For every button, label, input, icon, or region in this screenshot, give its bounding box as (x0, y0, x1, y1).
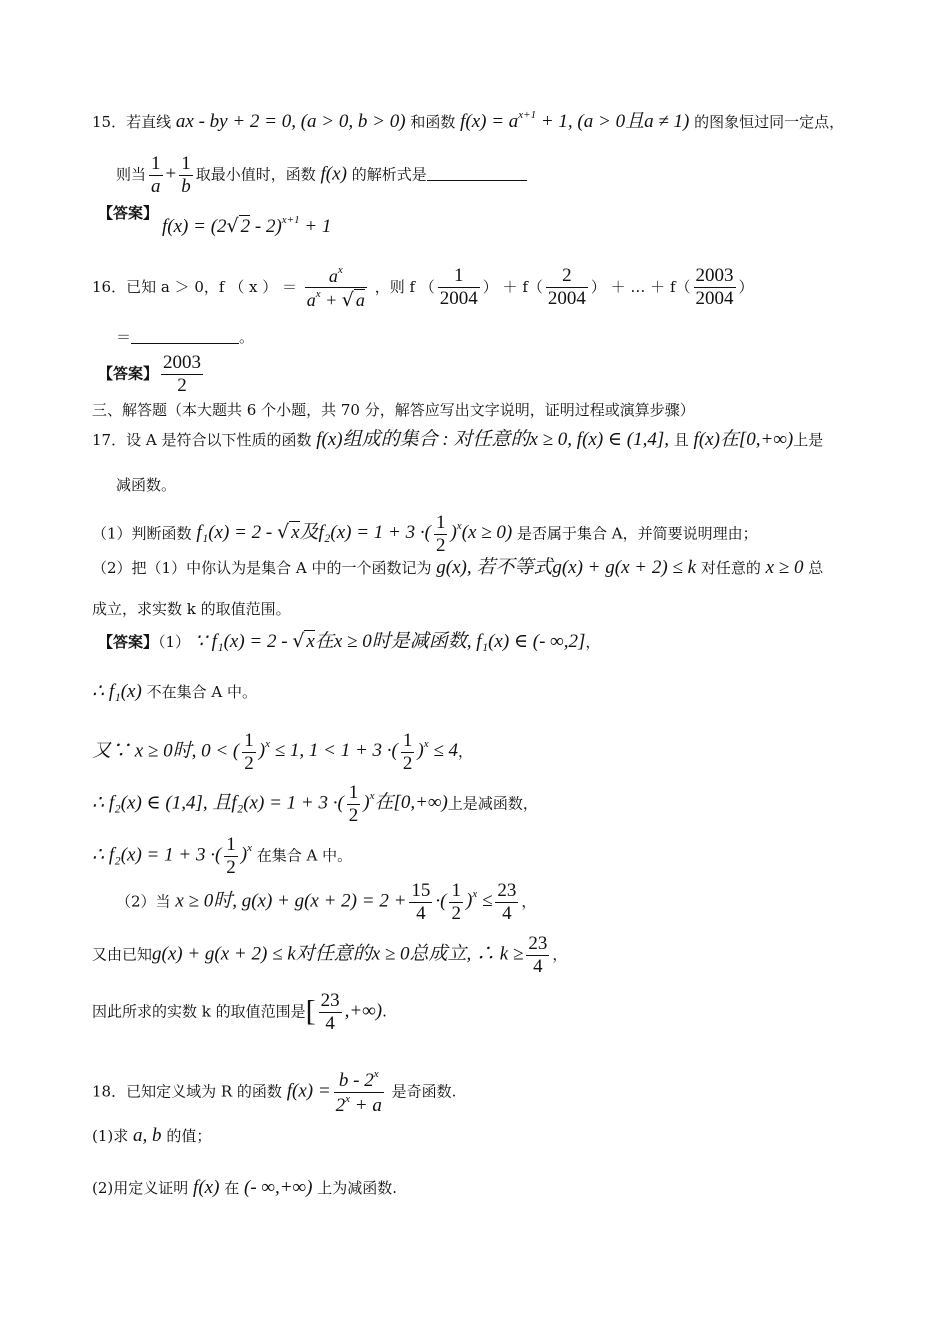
q17-line1: 17．设 A 是符合以下性质的函数 f(x)组成的集合 : 对任意的x ≥ 0, f(x) ∈ (1,4], 且 f(x)在[0,+∞)上是 (92, 429, 824, 450)
function-equation: $f(x) = a^{x+1} + 1$, (a > 0且a ≠ 1) (460, 109, 690, 132)
q17-part2: （2）把（1）中你认为是集合 A 中的一个函数记为 g(x), 若不等式g(x) + g(x + 2) ≤ k 对任意的 x ≥ 0 总 (92, 557, 824, 578)
q18-line1: 18．已知定义域为 R 的函数 f(x) = $\frac{b - 2^x}{2^x + a}$ 是奇函数. (92, 1068, 457, 1116)
answer-blank (427, 164, 527, 181)
answer-label: 【答案】 (98, 204, 159, 222)
fraction-1-over-b: $\frac{1}{b}$ (181, 153, 191, 197)
answer-blank (131, 327, 239, 344)
q17-answer-6: （2）当 x ≥ 0时, g(x) + g(x + 2) = 2 + $\frac{15}{4}$ ·( $\frac{1}{2}$ )$^x$ ≤ $\frac{23}{4}$ ， (116, 880, 537, 924)
q16-line2: ＝ 。 (116, 328, 255, 346)
q18-part2: (2)用定义证明 f(x) 在 (- ∞,+∞) 上为减函数. (92, 1177, 397, 1198)
q17-answer-3: 又∵ x ≥ 0时, 0 < ( $\frac{1}{2}$ )$^x$ ≤ 1, 1 < 1 + 3 ·( $\frac{1}{2}$ )$^x$ ≤ 4， (92, 730, 474, 774)
q15-line1: 15．若直线 ax - by + 2 = 0, (a > 0, b > 0) 和函数 $f(x) = a^{x+1} + 1$, (a > 0且a ≠ 1) 的图象恒过同一定点， (92, 109, 845, 132)
q15-answer: f(x) = (2√ 2 - 2)$^{x+1}$ + 1 (162, 214, 332, 237)
document-page: 15．若直线 ax - by + 2 = 0, (a > 0, b > 0) 和函数 $f(x) = a^{x+1} + 1$, (a > 0且a ≠ 1) 的图象恒过同一定点， 则当 $\frac{1}{a}$ + $\frac{1}{b}$ 取最小值时，函数 f(x) 的解析式是 【答案】 f(x) = (2√ 2 - 2)$^{x+1}$ + 1 16．已知 a ＞ 0，f （ x ） ＝ $\frac{a^x}{a^x + √ a}$ ，则 f （ $\frac{1}{2004}$ ） ＋ f（ $\frac{2}{2004}$ ） ＋ … ＋ f（ $\frac{2003}{2004}$ ） ＝ 。 【答案】 $\frac{2003}{2}$ 三、解答题（本大题共 6 个小题，共 70 分，解答应写出文字说明，证明过程或演算步骤） 17．设 A 是符合以下性质的函数 f(x)组成的集合 : 对任意的x ≥ 0, f(x) ∈ (1,4], 且 f(x)在[0,+∞)上是 减函数。 （1）判断函数 f₁(x) = 2 - √ x及f₂(x) = 1 + 3 ·( $\frac{1}{2}$ )$^x$(x ≥ 0) 是否属于集合 A，并简要说明理由； （2）把（1）中你认为是集合 A 中的一个函数记为 g(x), 若不等式g(x) + g(x + 2) ≤ k 对任意的 x ≥ 0 总 成立，求实数 k 的取值范围。 【答案】（1） ∵ f₁(x) = 2 - √ x在x ≥ 0时是减函数, f₁(x) ∈ (- ∞,2]， ∴ f₁(x) 不在集合 A 中。 又∵ x ≥ 0时, 0 < ( $\frac{1}{2}$ )$^x$ ≤ 1, 1 < 1 + 3 ·( $\frac{1}{2}$ )$^x$ ≤ 4， ∴ f₂(x) ∈ (1,4], 且f₂(x) = 1 + 3 ·( $\frac{1}{2}$ )$^x$在[0,+∞)上是减函数， ∴ f₂(x) = 1 + 3 ·( $\frac{1}{2}$ )$^x$ 在集合 A 中。 （2）当 x ≥ 0时, g(x) + g(x + 2) = 2 + $\frac{15}{4}$ ·( $\frac{1}{2}$ )$^x$ ≤ $\frac{23}{4}$ ， 又由已知g(x) + g(x + 2) ≤ k对任意的x ≥ 0总成立, ∴ k ≥ $\frac{23}{4}$ ， 因此所求的实数 k 的取值范围是[ $\frac{23}{4}$ ,+∞). 18．已知定义域为 R 的函数 f(x) = $\frac{b - 2^x}{2^x + a}$ 是奇函数. (1)求 a, b 的值； (2)用定义证明 f(x) 在 (- ∞,+∞) 上为减函数. (92, 109, 845, 1198)
q17-answer-8: 因此所求的实数 k 的取值范围是[ $\frac{23}{4}$ ,+∞). (92, 990, 387, 1034)
q17-answer-2: ∴ f₁(x) 不在集合 A 中。 (92, 681, 257, 702)
q16-function-fraction: $\frac{a^x}{a^x + √ a}$ (306, 264, 365, 311)
line-equation: ax - by + 2 = 0, (a > 0, b > 0) (175, 111, 406, 132)
q17-answer-5: ∴ f₂(x) = 1 + 3 ·( $\frac{1}{2}$ )$^x$ 在集合 A 中。 (92, 834, 353, 878)
q17-answer-4: ∴ f₂(x) ∈ (1,4], 且f₂(x) = 1 + 3 ·( $\frac{1}{2}$ )$^x$在[0,+∞)上是减函数， (92, 782, 538, 826)
section-heading: 三、解答题（本大题共 6 个小题，共 70 分，解答应写出文字说明，证明过程或演算步骤） (92, 401, 695, 419)
q16-answer: 【答案】 $\frac{2003}{2}$ (98, 352, 202, 396)
q15-line2: 则当 $\frac{1}{a}$ + $\frac{1}{b}$ 取最小值时，函数 f(x) 的解析式是 (116, 153, 527, 198)
q17-answer-1: 【答案】（1） ∵ f₁(x) = 2 - √ x在x ≥ 0时是减函数, f₁(x) ∈ (- ∞,2]， (98, 630, 601, 652)
fraction-1-over-a: $\frac{1}{a}$ (151, 153, 161, 197)
q16-line1: 16．已知 a ＞ 0，f （ x ） ＝ $\frac{a^x}{a^x + √ a}$ ，则 f （ $\frac{1}{2004}$ ） ＋ f（ $\frac{2}{2004}$ ） ＋ … ＋ f（ $\frac{2003}{2004}$ ） (92, 264, 754, 311)
q18-part1: (1)求 a, b 的值； (92, 1125, 212, 1146)
q17-answer-7: 又由已知g(x) + g(x + 2) ≤ k对任意的x ≥ 0总成立, ∴ k ≥ $\frac{23}{4}$ ， (92, 933, 568, 977)
q15-number: 15． (92, 113, 127, 131)
q17-part1: （1）判断函数 f₁(x) = 2 - √ x及f₂(x) = 1 + 3 ·( $\frac{1}{2}$ )$^x$(x ≥ 0) 是否属于集合 A，并简要说明理由； (92, 512, 758, 556)
